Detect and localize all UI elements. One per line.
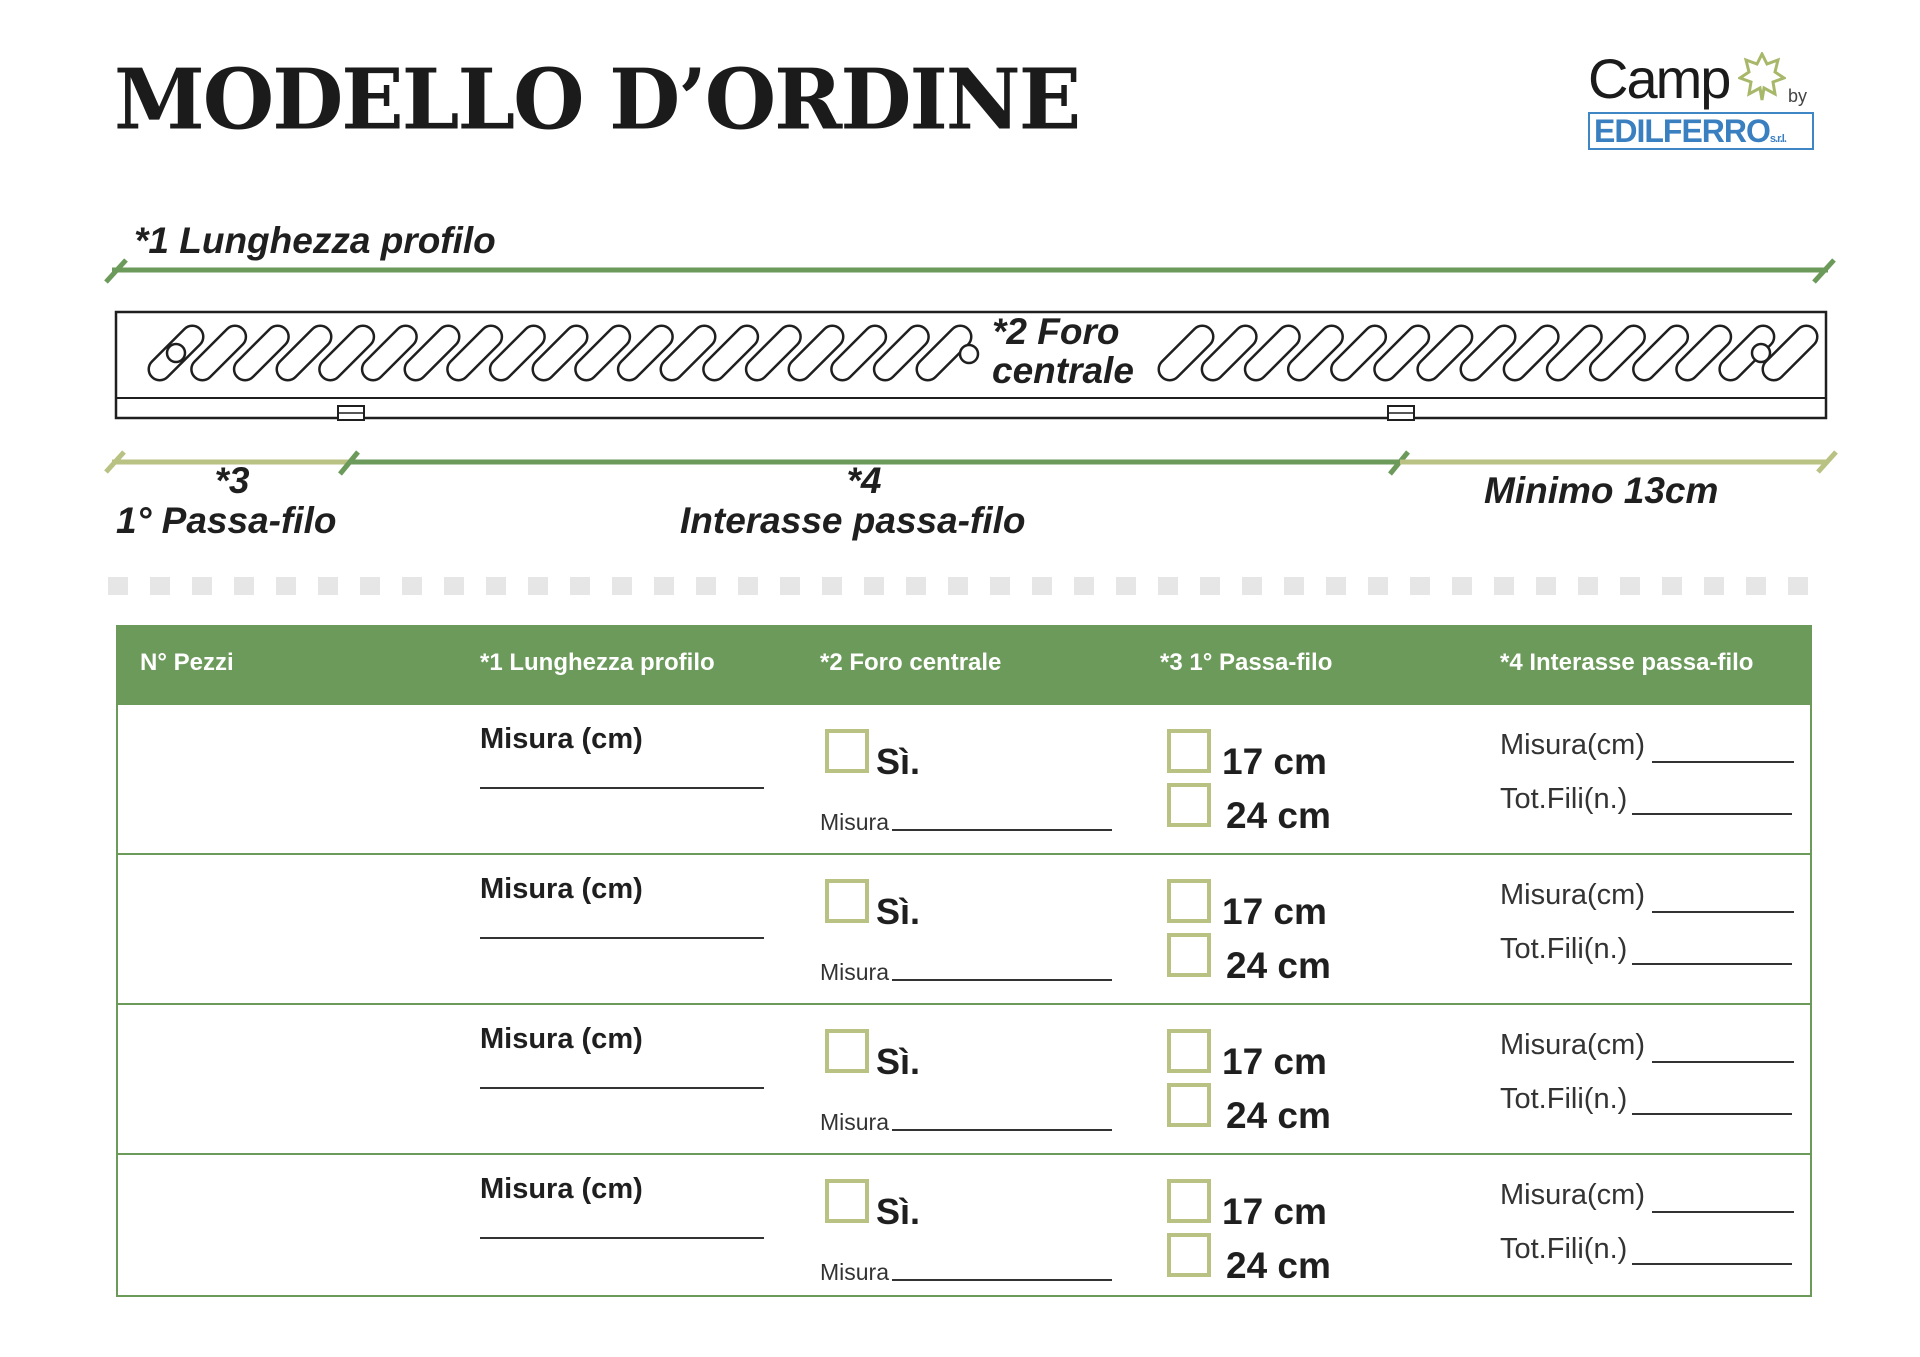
profile-diagram (0, 0, 1920, 600)
center-hole-yes-label: Sì. (876, 741, 921, 782)
tot-fili-line[interactable] (1632, 813, 1792, 815)
minimum-dimension-line (1400, 452, 1836, 472)
center-hole-yes-label: Sì. (876, 891, 921, 932)
interaxis-misura-line[interactable] (1652, 761, 1794, 763)
passafilo-17cm-checkbox[interactable] (1167, 1179, 1211, 1223)
end-hole-right (1752, 344, 1770, 362)
interaxis-misura-label: Misura(cm) (1500, 1029, 1645, 1061)
profile-slot (699, 321, 763, 385)
interaxis-misura-label: Misura(cm) (1500, 1179, 1645, 1211)
length-label: *1 Lunghezza profilo (134, 220, 496, 261)
length-misura-label: Misura (cm) (480, 723, 643, 755)
first-passafilo-dimension-line (106, 452, 350, 472)
profile-slot (272, 321, 336, 385)
interaxis-marker: *4 (846, 460, 882, 501)
profile-slot (1154, 321, 1218, 385)
center-hole-misura-line[interactable] (892, 829, 1112, 831)
profile-slot (827, 321, 891, 385)
end-hole-left (167, 344, 185, 362)
table-row (118, 853, 1810, 1002)
header-center-hole: *2 Foro centrale (820, 649, 1002, 676)
profile-slot (656, 321, 720, 385)
passafilo-24cm-label: 24 cm (1226, 1245, 1331, 1286)
profile-slot (614, 321, 678, 385)
center-hole-yes-checkbox[interactable] (825, 729, 869, 773)
center-hole-misura-label: Misura (820, 809, 890, 835)
interaxis-misura-line[interactable] (1652, 1061, 1794, 1063)
logo-company-suffix: s.r.l. (1769, 133, 1786, 145)
tot-fili-line[interactable] (1632, 1113, 1792, 1115)
profile-slot (1240, 321, 1304, 385)
interaxis-misura-label: Misura(cm) (1500, 729, 1645, 761)
profile-slot (315, 321, 379, 385)
logo-by: by (1788, 86, 1808, 106)
tot-fili-line[interactable] (1632, 1263, 1792, 1265)
length-misura-label: Misura (cm) (480, 1173, 643, 1205)
profile-slot (1672, 321, 1736, 385)
minimum-label: Minimo 13cm (1484, 470, 1719, 511)
passafilo-17cm-checkbox[interactable] (1167, 729, 1211, 773)
interaxis-misura-line[interactable] (1652, 1211, 1794, 1213)
profile-slot (1629, 321, 1693, 385)
profile-slot (528, 321, 592, 385)
profile-slot (1456, 321, 1520, 385)
passafilo-17cm-checkbox[interactable] (1167, 1029, 1211, 1073)
length-input-line[interactable] (480, 937, 764, 939)
tot-fili-line[interactable] (1632, 963, 1792, 965)
length-dimension-line (106, 260, 1834, 282)
passafilo-17cm-label: 17 cm (1222, 1191, 1327, 1232)
profile-bar (116, 312, 1826, 420)
tot-fili-label: Tot.Fili(n.) (1500, 783, 1628, 815)
header-length: *1 Lunghezza profilo (480, 649, 715, 676)
profile-slot (1413, 321, 1477, 385)
profile-slot (1586, 321, 1650, 385)
first-passafilo-label: 1° Passa-filo (116, 500, 337, 541)
tot-fili-label: Tot.Fili(n.) (1500, 933, 1628, 965)
profile-slot (230, 321, 294, 385)
center-hole-misura-line[interactable] (892, 979, 1112, 981)
center-hole-yes-checkbox[interactable] (825, 879, 869, 923)
table-row (118, 1153, 1810, 1302)
profile-slot (486, 321, 550, 385)
profile-slot (1542, 321, 1606, 385)
length-input-line[interactable] (480, 1237, 764, 1239)
passafilo-24cm-checkbox[interactable] (1167, 1233, 1211, 1277)
center-hole-misura-line[interactable] (892, 1279, 1112, 1281)
center-hole-yes-label: Sì. (876, 1041, 921, 1082)
center-hole-yes-label: Sì. (876, 1191, 921, 1232)
header-interaxis: *4 Interasse passa-filo (1500, 649, 1754, 676)
center-hole-yes-checkbox[interactable] (825, 1029, 869, 1073)
profile-slots-left (144, 321, 976, 385)
length-misura-label: Misura (cm) (480, 873, 643, 905)
length-input-line[interactable] (480, 787, 764, 789)
passafilo-24cm-label: 24 cm (1226, 1095, 1331, 1136)
passafilo-clip-2 (1388, 406, 1414, 420)
length-input-line[interactable] (480, 1087, 764, 1089)
profile-slot (358, 321, 422, 385)
profile-slot (1197, 321, 1261, 385)
profile-slot (1370, 321, 1434, 385)
interaxis-misura-label: Misura(cm) (1500, 879, 1645, 911)
center-hole (960, 345, 978, 363)
profile-slot (1499, 321, 1563, 385)
passafilo-clip-1 (338, 406, 364, 420)
profile-slot (571, 321, 635, 385)
center-hole-misura-line[interactable] (892, 1129, 1112, 1131)
page-title: MODELLO D’ORDINE (114, 51, 1080, 149)
length-misura-label: Misura (cm) (480, 1023, 643, 1055)
passafilo-24cm-label: 24 cm (1226, 795, 1331, 836)
passafilo-17cm-checkbox[interactable] (1167, 879, 1211, 923)
center-hole-label: *2 Foro centrale (992, 311, 1134, 391)
center-hole-misura-label: Misura (820, 1259, 890, 1285)
tot-fili-label: Tot.Fili(n.) (1500, 1083, 1628, 1115)
header-pieces: N° Pezzi (140, 649, 234, 676)
interaxis-label: Interasse passa-filo (680, 500, 1026, 541)
center-hole-misura-label: Misura (820, 1109, 890, 1135)
profile-slot (187, 321, 251, 385)
first-passafilo-marker: *3 (214, 460, 250, 501)
passafilo-17cm-label: 17 cm (1222, 891, 1327, 932)
profile-slots-right (1154, 321, 1822, 385)
passafilo-17cm-label: 17 cm (1222, 741, 1327, 782)
interaxis-misura-line[interactable] (1652, 911, 1794, 913)
passafilo-24cm-checkbox[interactable] (1167, 1083, 1211, 1127)
table-row (118, 1003, 1810, 1152)
passafilo-24cm-checkbox[interactable] (1167, 783, 1211, 827)
header-first-passafilo: *3 1° Passa-filo (1160, 649, 1333, 676)
profile-slot (400, 321, 464, 385)
center-hole-misura-label: Misura (820, 959, 890, 985)
profile-slot (1284, 321, 1348, 385)
order-table (116, 625, 1812, 1297)
profile-slot (443, 321, 507, 385)
profile-slot (784, 321, 848, 385)
center-hole-yes-checkbox[interactable] (825, 1179, 869, 1223)
table-row (118, 703, 1810, 852)
tot-fili-label: Tot.Fili(n.) (1500, 1233, 1628, 1265)
passafilo-24cm-label: 24 cm (1226, 945, 1331, 986)
profile-slot (870, 321, 934, 385)
logo-company-name: EDILFERRO (1594, 113, 1770, 149)
interaxis-dimension-line (340, 452, 1408, 474)
profile-slot (742, 321, 806, 385)
table-header (118, 627, 1810, 703)
passafilo-17cm-label: 17 cm (1222, 1041, 1327, 1082)
logo-brand: Camp (1588, 47, 1730, 110)
profile-slot (1327, 321, 1391, 385)
passafilo-24cm-checkbox[interactable] (1167, 933, 1211, 977)
